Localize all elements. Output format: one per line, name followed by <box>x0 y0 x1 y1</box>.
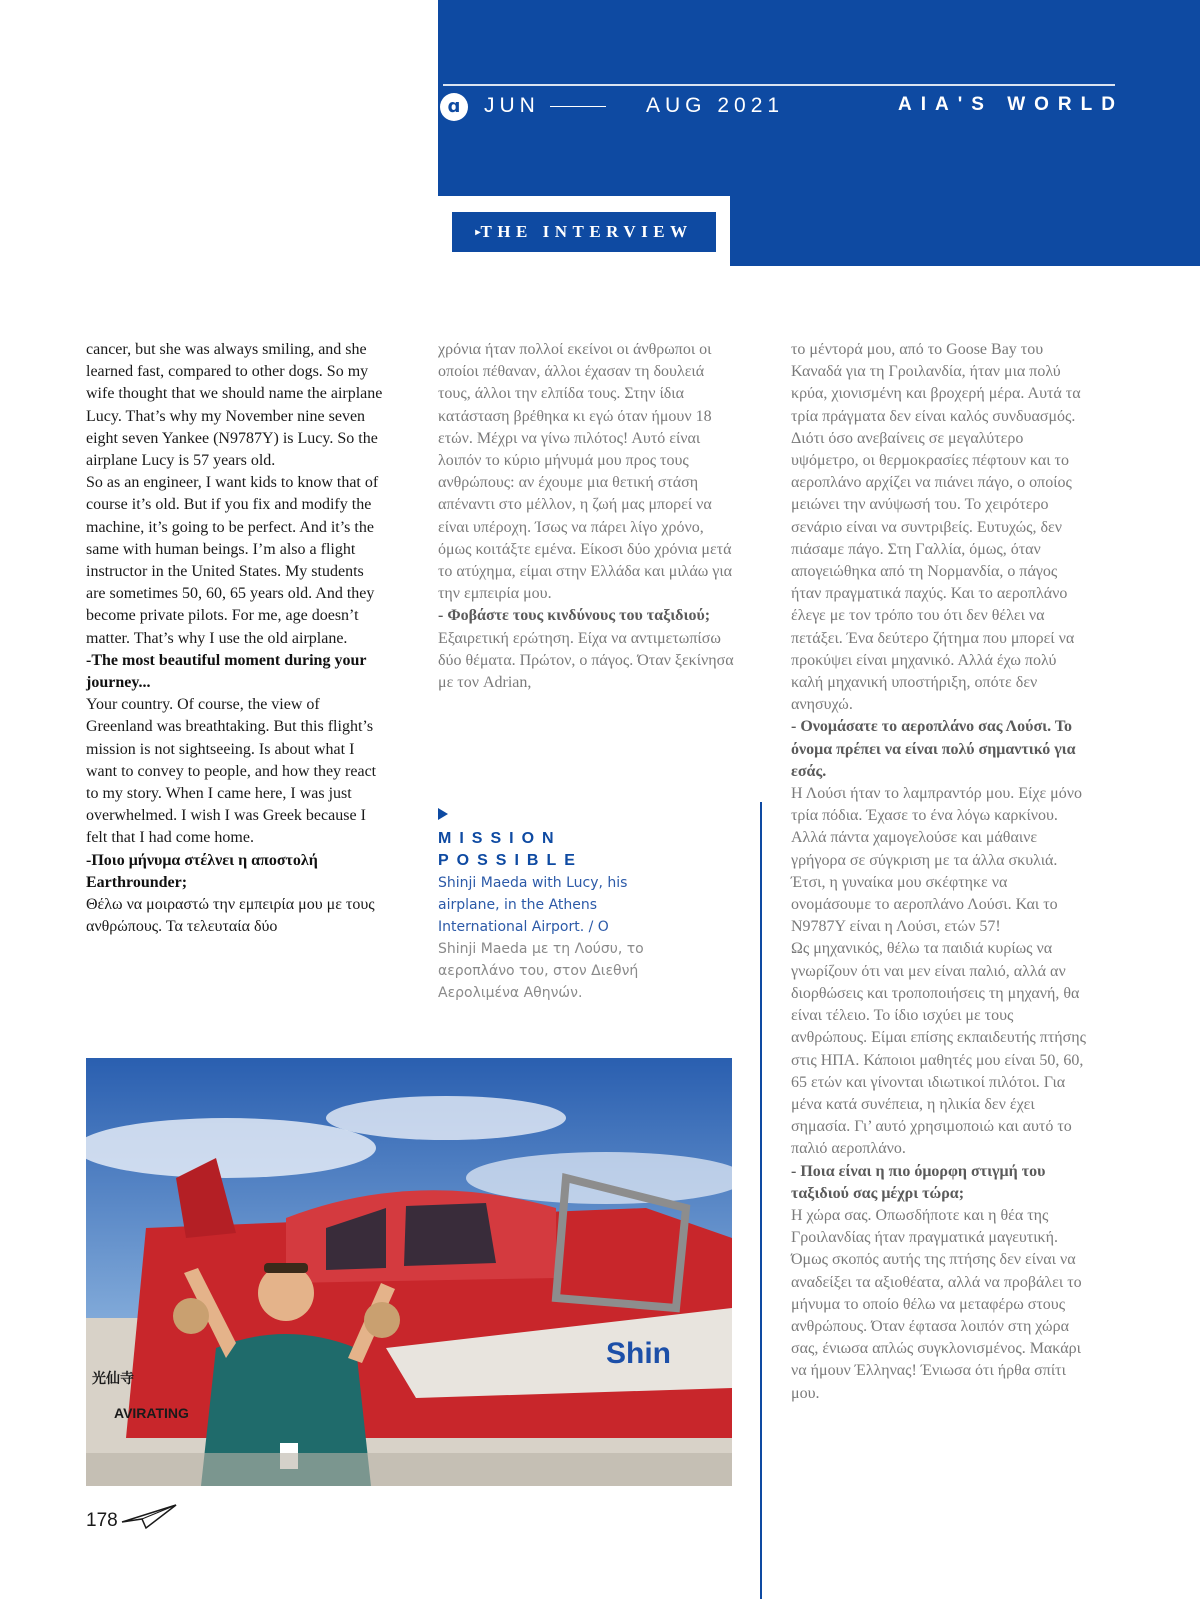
paragraph: Θέλω να μοιραστώ την εμπειρία μου με τους ανθρώπους. Τα τελευταία δύο <box>86 896 375 936</box>
cloud <box>86 1118 376 1178</box>
section-tag-label: THE INTERVIEW <box>480 222 693 241</box>
paragraph: Your country. Of course, the view of Greenland was breathtaking. But this flight’s mission is not sightseeing. Is about what I want to convey to people, and how they react to my story. When I came here, I was just overwhelmed. I wish I was Greek because I felt that I had come home. <box>86 696 377 847</box>
column-divider <box>760 802 762 1599</box>
paragraph: Η Λούσι ήταν το λαμπραντόρ μου. Είχε μόνο τρία πόδια. Έχασε το ένα λόγω καρκίνου. Αλλά πάντα χαμογελούσε και μάθαινε γρήγορα σε σύγκριση με τα άλλα σκυλιά. Έτσι, η γυναίκα μου σκέφτηκε να ονομάσουμε το αεροπλάνο Λούσι. Και το N9787Y είναι η Λούσι, ετών 57! <box>791 785 1082 936</box>
interview-question: - Φοβάστε τους κινδύνους του ταξιδιού; <box>438 607 711 625</box>
interview-question: -The most beautiful moment during your journey... <box>86 651 367 692</box>
interview-question: - Ποια είναι η πιο όμορφη στιγμή του ταξιδιού σας μέχρι τώρα; <box>791 1162 1046 1202</box>
section-tag <box>452 212 716 252</box>
paragraph: cancer, but she was always smiling, and she learned fast, compared to other dogs. So my wife thought that we should name the airplane Lucy. That’s why my November nine seven eight seven Yankee (N9787Y) is Lucy. So the airplane Lucy is 57 years old. <box>86 341 383 470</box>
issue-dash <box>550 106 606 107</box>
airplane-window <box>404 1203 496 1266</box>
plush-toy <box>173 1298 209 1334</box>
cloud <box>326 1096 566 1140</box>
caption-arrow-icon <box>438 808 448 820</box>
paragraph: Η χώρα σας. Οπωσδήποτε και η θέα της Γροιλανδίας ήταν πραγματικά μαγευτική. Όμως σκοπός αυτής της πτήσης δεν είναι να αναδείξει τα αξιοθέατα, αλλά να προβάλει το μήνυμα το οποίο θέλω να μεταφέρω στους ανθρώπους. Όταν έφτασα λοιπόν στη χώρα σας, ένιωσα απλώς συγκλονισμένος. Μακάρι να ήμουν Έλληνας! Ένιωσα ότι ήρθα σπίτι μου. <box>791 1206 1082 1402</box>
article-column-3 <box>791 339 1091 1405</box>
article-column-2 <box>438 339 738 694</box>
paragraph: το μέντορά μου, από το Goose Bay του Καναδά για τη Γροιλανδία, ήταν μια πολύ κρύα, χιονισμένη και βροχερή μέρα. Αυτά τα τρία πράγματα δεν είναι καλός συνδυασμός. Διότι όσο ανεβαίνεις σε μεγαλύτερο υψόμετρο, οι θερμοκρασίες πέφτουν και το αεροπλάνο αρχίζει να πιάνει πάγο, ο οποίος μειώνει την ανύψωσή του. Το χειρότερο σενάριο είναι να συντριβείς. Ευτυχώς, δεν πιάσαμε πάγο. Στη Γαλλία, όμως, όταν απογειώθηκα από τη Νορμανδία, ο πάγος ήταν πραγματικά παχύς. Και το αεροπλάνο έλεγε με τον τρόπο του ότι δεν θέλει να πετάξει. Ένα δεύτερο ζήτημα που μπορεί να προκύψει είναι μηχανικό. Αλλά έχω πολύ καλή μηχανική υποστήριξη, οπότε δεν ανησυχώ. <box>791 341 1081 714</box>
paper-plane-icon <box>120 1502 180 1532</box>
interview-question: -Ποιο μήνυμα στέλνει η αποστολή Earthrounder; <box>86 851 318 891</box>
photo-caption <box>438 808 688 1004</box>
paragraph: χρόνια ήταν πολλοί εκείνοι οι άνθρωποι οι οποίοι πέθαναν, άλλοι έχασαν τη δουλειά τους, άλλοι την ελπίδα τους. Στην ίδια κατάσταση βρέθηκα κι εγώ όταν ήμουν 18 ετών. Μέχρι να γίνω πιλότος! Αυτό είναι λοιπόν το κύριο μήνυμά μου προς τους ανθρώπους: αν έχουμε μια θετική στάση απέναντι στο μέλλον, η ζωή μας μπορεί να είναι υπέροχη. Ίσως να πάρει λίγο χρόνο, όμως κοιτάξτε εμένα. Είκοσι δύο χρόνια μετά το ατύχημα, είμαι στην Ελλάδα και μιλάω για την εμπειρία μου. <box>438 341 733 603</box>
issue-month-end: AUG 2021 <box>646 94 785 117</box>
paragraph: So as an engineer, I want kids to know that of course it’s old. But if you fix and modify the machine, it’s going to be perfect. And it’s the same with human beings. I’m also a flight instructor in the United States. My students are sometimes 50, 60, 65 years old. And they become private pilots. For me, age doesn’t matter. That’s why I use the old airplane. <box>86 474 379 647</box>
pilot-head <box>258 1265 314 1321</box>
paragraph: Ως μηχανικός, θέλω τα παιδιά κυρίως να γνωρίζουν ότι ναι μεν είναι παλιό, αλλά αν διορθώσεις και τροποποιήσεις τη μηχανή, θα είναι τέλειο. Το ίδιο ισχύει με τους ανθρώπους. Είμαι επίσης εκπαιδευτής πτήσης στις ΗΠΑ. Κάποιοι μαθητές μου είναι 50, 60, 65 ετών και γίνονται ιδιωτικοί πιλότοι. Για μένα κατά συνέπεια, η ηλικία δεν έχει σημασία. Γι’ αυτό χρησιμοποιώ και αυτό το παλιό αεροπλάνο. <box>791 940 1086 1158</box>
issue-month-start: JUN <box>484 94 540 117</box>
caption-title: MISSION POSSIBLE <box>438 830 583 869</box>
pilot-sunglasses <box>264 1263 308 1273</box>
sticker-text: 光仙寺 <box>92 1371 134 1387</box>
article-column-1 <box>86 339 386 938</box>
interview-question: - Ονομάσατε το αεροπλάνο σας Λούσι. Το όνομα πρέπει να είναι πολύ σημαντικό για εσάς. <box>791 718 1076 780</box>
paragraph: Εξαιρετική ερώτηση. Είχα να αντιμετωπίσω δύο θέματα. Πρώτον, ο πάγος. Όταν ξεκίνησα με τον Adrian, <box>438 629 734 692</box>
header-rule <box>443 84 1115 86</box>
photo-illustration <box>86 1058 732 1486</box>
caption-english: Shinji Maeda with Lucy, his airplane, in the Athens International Airport. / Ο <box>438 875 628 935</box>
page-number: 178 <box>86 1510 118 1531</box>
tag-arrow-icon: ▸ <box>475 227 481 238</box>
section-name: AIA'S WORLD <box>898 94 1124 115</box>
ground-shadow <box>86 1453 732 1486</box>
caption-greek: Shinji Maeda με τη Λούσυ, το αεροπλάνο του, στον Διεθνή Αερολιμένα Αθηνών. <box>438 941 644 1001</box>
plush-toy <box>364 1302 400 1338</box>
sticker-text: AVIRATING <box>114 1405 189 1421</box>
magazine-logo-icon: ɑ <box>440 93 468 121</box>
pilot-with-airplane-photo <box>86 1058 732 1486</box>
sticker-text: Shin <box>606 1337 671 1370</box>
